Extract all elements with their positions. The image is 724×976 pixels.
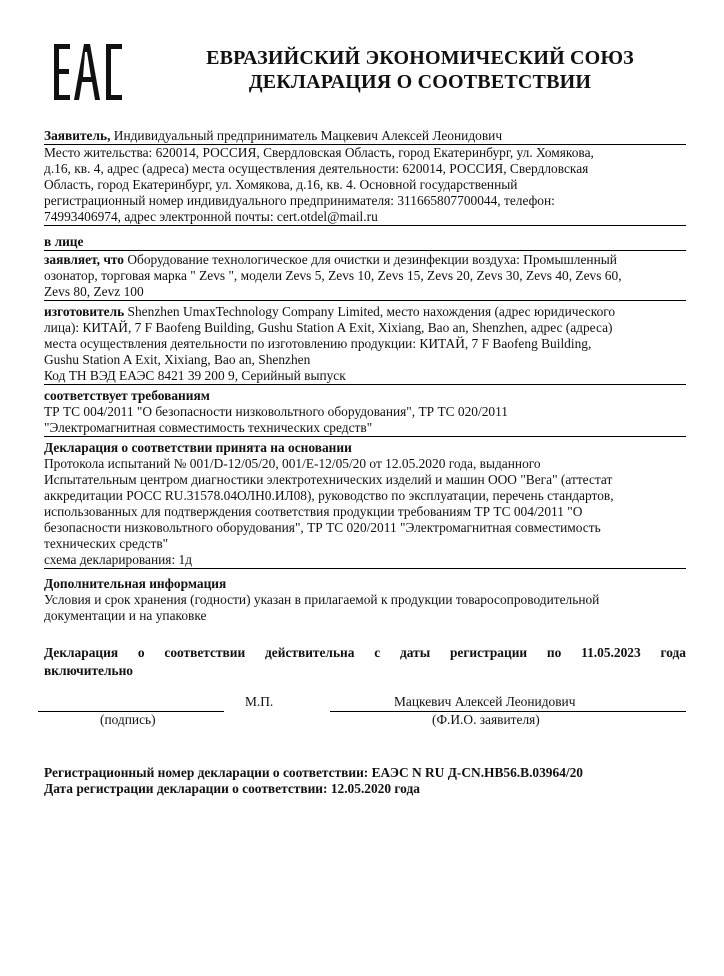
manufacturer-line-4: Gushu Station A Exit, Xixiang, Bao an, Shenzhen (44, 352, 311, 367)
manufacturer-section (44, 304, 686, 385)
stamp-place: М.П. (245, 694, 274, 709)
registration-date: Дата регистрации декларации о соответствии: 12.05.2020 года (44, 781, 420, 796)
applicant-address-line-3: Область, город Екатеринбург, ул. Хомякова, д.16, кв. 4. Основной государственный (44, 177, 518, 192)
registration-number: Регистрационный номер декларации о соответствии: ЕАЭС N RU Д-CN.НВ56.В.03964/20 (44, 765, 584, 780)
applicant-line (44, 128, 686, 145)
scheme-line: схема декларирования: 1д (44, 552, 686, 569)
validity-line-2: включительно (44, 663, 133, 678)
in-person-section (44, 234, 686, 251)
validity-line-1: Декларация о соответствии действительна с даты регистрации по 11.05.2023 года (44, 645, 686, 660)
basis-label: Декларация о соответствии принята на основании (44, 440, 352, 455)
declares-line-3: Zevs 80, Zevz 100 (44, 284, 686, 301)
union-title: ЕВРАЗИЙСКИЙ ЭКОНОМИЧЕСКИЙ СОЮЗ (206, 47, 634, 69)
manufacturer-line-1: Shenzhen UmaxTechnology Company Limited, место нахождения (адрес юридического (124, 304, 616, 319)
manufacturer-label: изготовитель (44, 304, 125, 319)
requirements-line-2: "Электромагнитная совместимость технических средств" (44, 420, 686, 437)
applicant-name: Индивидуальный предприниматель Мацкевич Алексей Леонидович (110, 128, 503, 143)
requirements-label: соответствует требованиям (44, 388, 210, 403)
manufacturer-line-5: Код ТН ВЭД ЕАЭС 8421 39 200 9, Серийный выпуск (44, 368, 686, 385)
applicant-address-line-4: регистрационный номер индивидуального предпринимателя: 311665807700044, телефон: (44, 193, 555, 208)
declares-section (44, 252, 686, 301)
validity-section (44, 644, 686, 680)
applicant-address-line-5: 74993406974, адрес электронной почты: cert.otdel@mail.ru (44, 209, 686, 226)
applicant-address-line-1: Место жительства: 620014, РОССИЯ, Свердловская Область, город Екатеринбург, ул. Хомякова, (44, 145, 594, 160)
name-caption: (Ф.И.О. заявителя) (432, 712, 540, 727)
basis-line-6: технических средств" (44, 536, 169, 551)
manufacturer-line-3: места осуществления деятельности по изготовлению продукции: КИТАЙ, 7 F Baofeng Building, (44, 336, 592, 351)
signature-caption: (подпись) (100, 712, 156, 727)
signer-name: Мацкевич Алексей Леонидович (394, 694, 576, 709)
additional-label: Дополнительная информация (44, 576, 227, 591)
manufacturer-line-2: лица): КИТАЙ, 7 F Baofeng Building, Gushu Station A Exit, Xixiang, Bao an, Shenzhen, адрес (адреса) (44, 320, 613, 335)
basis-line-3: аккредитации РОСС RU.31578.04ОЛН0.ИЛ08), руководство по эксплуатации, перечень стандартов, (44, 488, 614, 503)
basis-line-1: Протокола испытаний № 001/D-12/05/20, 001/E-12/05/20 от 12.05.2020 года, выданного (44, 456, 541, 471)
basis-line-2: Испытательным центром диагностики электротехнических изделий и машин ООО "Вега" (аттестат (44, 472, 613, 487)
declaration-title: ДЕКЛАРАЦИЯ О СООТВЕТСТВИИ (248, 71, 592, 93)
additional-line-1: Условия и срок хранения (годности) указан в прилагаемой к продукции товаросопроводительной (44, 592, 600, 607)
requirements-section (44, 388, 686, 437)
applicant-address-line-2: д.16, кв. 4, адрес (адреса) места осуществления деятельности: 620014, РОССИЯ, Свердловская (44, 161, 589, 176)
requirements-line-1: ТР ТС 004/2011 "О безопасности низковольтного оборудования", ТР ТС 020/2011 (44, 404, 508, 419)
in-person-label: в лице (44, 234, 686, 251)
eac-logo (52, 42, 124, 102)
declares-label: заявляет, что (44, 252, 124, 267)
declares-line-2: озонатор, торговая марка " Zevs ", модели Zevs 5, Zevs 10, Zevs 15, Zevs 20, Zevs 30, Zevs 40, Zevs 60, (44, 268, 622, 283)
applicant-section (44, 128, 686, 226)
document-title (150, 46, 690, 94)
additional-section (44, 576, 686, 624)
basis-line-4: использованных для подтверждения соответствия продукции требованиям ТР ТС 004/2011 "О (44, 504, 583, 519)
declares-line-1: Оборудование технологическое для очистки и дезинфекции воздуха: Промышленный (124, 252, 617, 267)
applicant-label: Заявитель, (44, 128, 111, 143)
additional-line-2: документации и на упаковке (44, 608, 207, 623)
basis-line-5: безопасности низковольтного оборудования", ТР ТС 020/2011 "Электромагнитная совместимость (44, 520, 601, 535)
basis-section (44, 440, 686, 569)
